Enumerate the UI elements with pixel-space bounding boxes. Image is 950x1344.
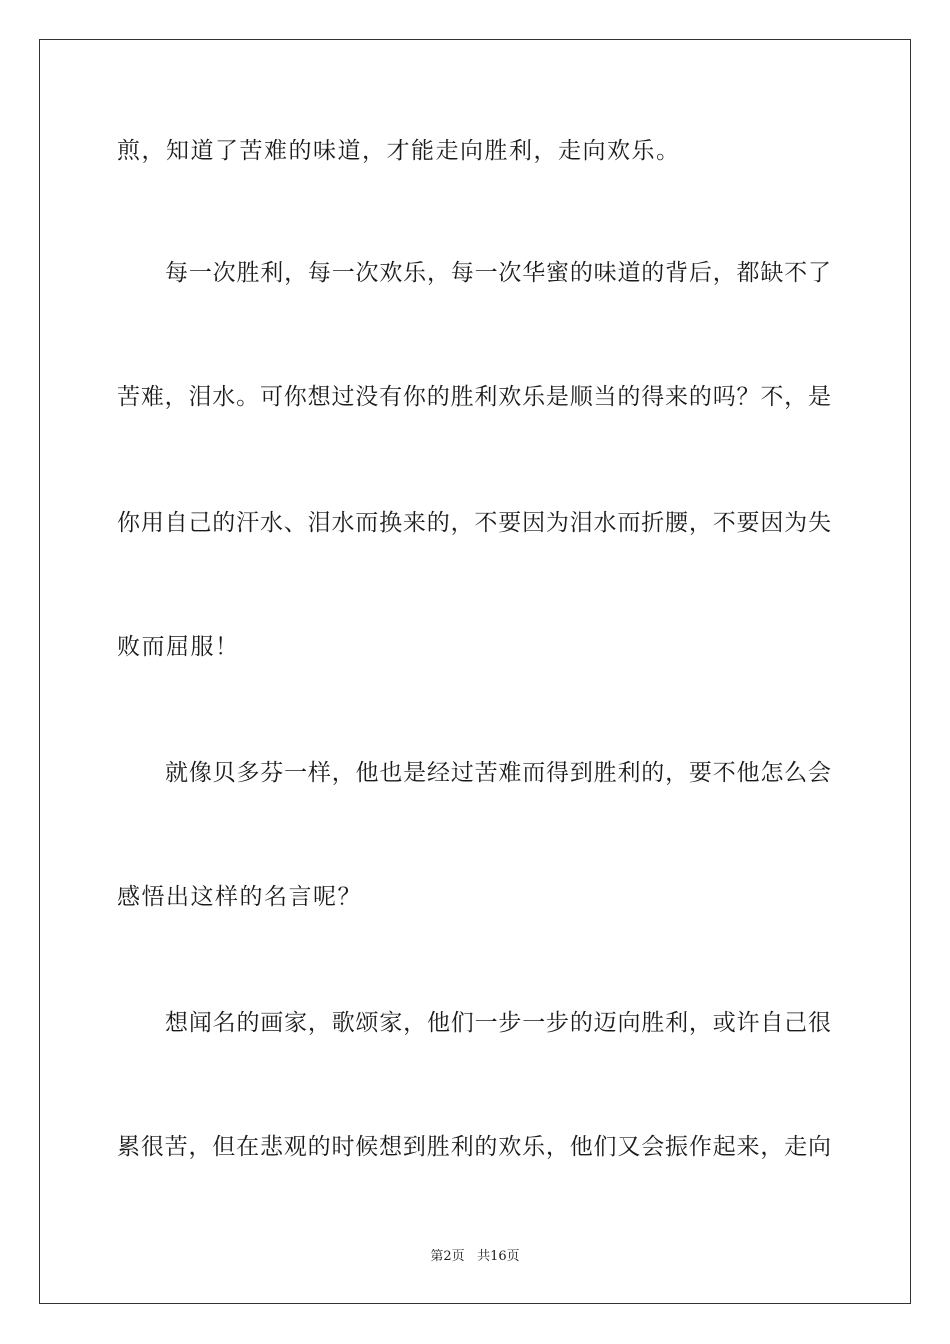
text-line-3: 苦难，泪水。可你想过没有你的胜利欢乐是顺当的得来的吗？不，是	[117, 384, 831, 410]
page-footer	[0, 1248, 950, 1266]
page-number: 第2页	[430, 1249, 465, 1264]
text-line-8: 想闻名的画家，歌颂家，他们一步一步的迈向胜利，或许自己很	[165, 1010, 831, 1036]
text-line-5: 败而屈服！	[117, 634, 240, 660]
text-line-1: 煎，知道了苦难的味道，才能走向胜利，走向欢乐。	[117, 138, 681, 164]
text-line-7: 感悟出这样的名言呢？	[117, 884, 362, 910]
text-line-4: 你用自己的汗水、泪水而换来的，不要因为泪水而折腰，不要因为失	[117, 510, 831, 536]
text-line-6: 就像贝多芬一样，他也是经过苦难而得到胜利的，要不他怎么会	[165, 760, 831, 786]
text-line-2: 每一次胜利，每一次欢乐，每一次华蜜的味道的背后，都缺不了	[165, 260, 831, 286]
page-border	[39, 39, 911, 1304]
text-line-9: 累很苦，但在悲观的时候想到胜利的欢乐，他们又会振作起来，走向	[117, 1134, 831, 1160]
total-pages: 共16页	[477, 1249, 520, 1264]
